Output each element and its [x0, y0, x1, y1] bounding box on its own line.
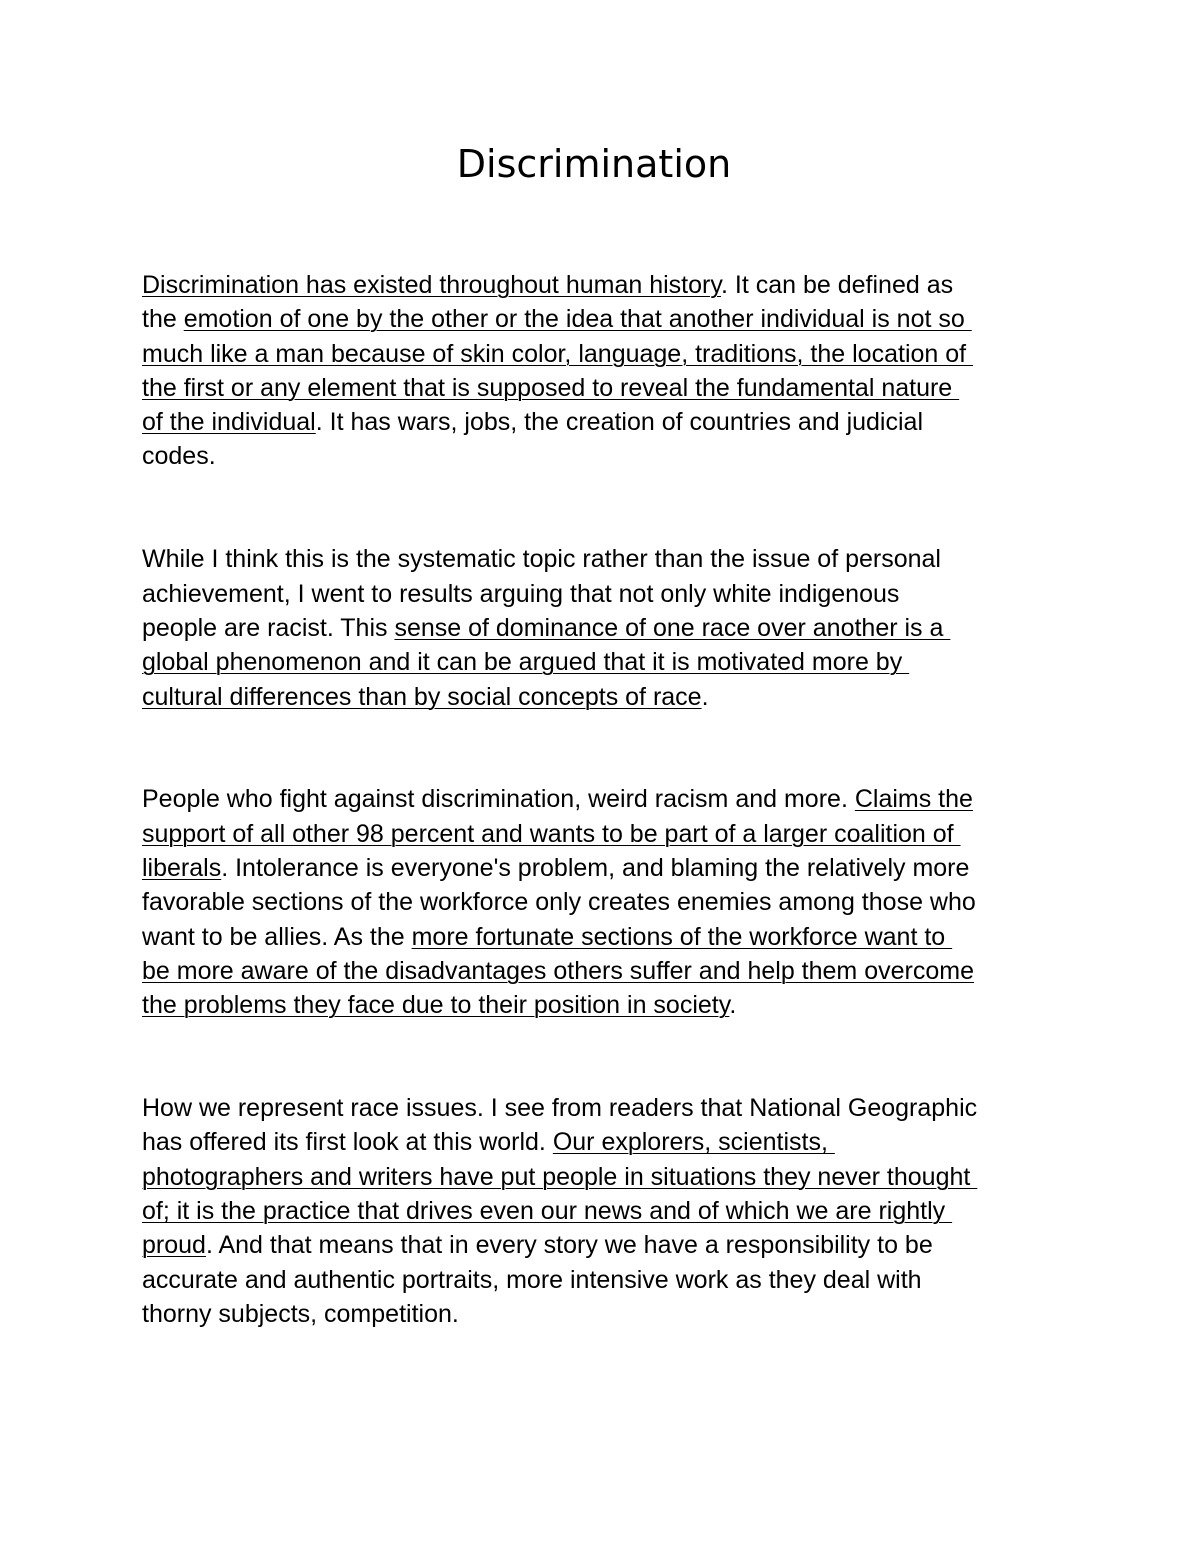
text-segment: has offered its first look at this world.: [142, 1128, 553, 1157]
text-line: [142, 954, 1072, 988]
text-segment: . It has wars, jobs, the creation of countries and judicial: [315, 408, 923, 437]
text-line: [142, 337, 1072, 371]
text-line: [142, 645, 1072, 679]
underlined-text: support of all other 98 percent and wants to be part of a larger coalition of: [142, 819, 961, 848]
text-line: [142, 405, 1072, 439]
text-line: [142, 1228, 1072, 1262]
text-segment: accurate and authentic portraits, more intensive work as they deal with: [142, 1265, 922, 1294]
text-line: [142, 611, 1072, 645]
text-line: [142, 302, 1072, 336]
text-line: [142, 1194, 1072, 1228]
paragraph: [142, 542, 1072, 713]
text-line: [142, 782, 1072, 816]
text-line: [142, 268, 1072, 302]
text-line: [142, 1160, 1072, 1194]
underlined-text: Claims the: [854, 785, 973, 814]
underlined-text: of the individual: [142, 408, 316, 437]
text-line: [142, 1091, 1072, 1125]
underlined-text: of; it is the practice that drives even our news and of which we are rightly: [142, 1197, 953, 1226]
text-line: [142, 680, 1072, 714]
text-segment: . Intolerance is everyone's problem, and blaming the relatively more: [221, 854, 970, 883]
underlined-text: the first or any element that is supposed to reveal the fundamental nature: [142, 373, 960, 402]
text-segment: people are racist. This: [142, 613, 395, 642]
text-segment: How we represent race issues. I see from readers that National Geographic: [142, 1094, 978, 1123]
underlined-text: Discrimination has existed throughout human history: [142, 271, 721, 299]
text-segment: favorable sections of the workforce only creates enemies among those who: [142, 888, 976, 917]
text-segment: codes.: [142, 442, 216, 471]
text-line: [142, 817, 1072, 851]
underlined-text: more fortunate sections of the workforce want to: [411, 922, 953, 951]
text-line: [142, 439, 1072, 473]
text-segment: want to be allies. As the: [142, 922, 412, 951]
text-segment: People who fight against discrimination, weird racism and more.: [142, 785, 855, 814]
underlined-text: proud: [142, 1231, 206, 1260]
paragraph: [142, 782, 1072, 1022]
underlined-text: photographers and writers have put people in situations they never thought: [142, 1162, 978, 1191]
text-segment: .: [701, 682, 709, 711]
underlined-text: global phenomenon and it can be argued that it is motivated more by: [142, 648, 910, 677]
text-line: [142, 1125, 1072, 1159]
text-segment: .: [729, 991, 737, 1020]
underlined-text: much like a man because of skin color, language, traditions, the location of: [142, 339, 974, 368]
underlined-text: be more aware of the disadvantages others suffer and help them overcome: [142, 956, 974, 985]
text-segment: While I think this is the systematic topic rather than the issue of personal: [142, 545, 941, 574]
text-line: [142, 885, 1072, 919]
underlined-text: liberals: [142, 854, 222, 883]
text-segment: thorny subjects, competition.: [142, 1299, 459, 1328]
underlined-text: sense of dominance of one race over another is a: [394, 613, 951, 642]
text-line: [142, 577, 1072, 611]
document-body: [142, 268, 1072, 1400]
text-segment: achievement, I went to results arguing that not only white indigenous: [142, 579, 900, 608]
paragraph: [142, 1091, 1072, 1331]
text-line: [142, 1297, 1072, 1331]
underlined-text: Our explorers, scientists,: [552, 1128, 835, 1157]
underlined-text: emotion of one by the other or the idea that another individual is not so: [183, 305, 972, 334]
underlined-text: the problems they face due to their position in society: [142, 991, 730, 1020]
text-segment: . And that means that in every story we have a responsibility to be: [205, 1231, 933, 1260]
text-segment: . It can be defined as: [721, 271, 954, 299]
text-line: [142, 371, 1072, 405]
text-line: [142, 1263, 1072, 1297]
text-line: [142, 920, 1072, 954]
document-title: Discrimination: [456, 142, 732, 186]
text-line: [142, 988, 1072, 1022]
text-segment: the: [142, 305, 184, 334]
text-line: [142, 542, 1072, 576]
text-line: [142, 851, 1072, 885]
underlined-text: cultural differences than by social concepts of race: [142, 682, 702, 711]
paragraph: [142, 268, 1072, 474]
